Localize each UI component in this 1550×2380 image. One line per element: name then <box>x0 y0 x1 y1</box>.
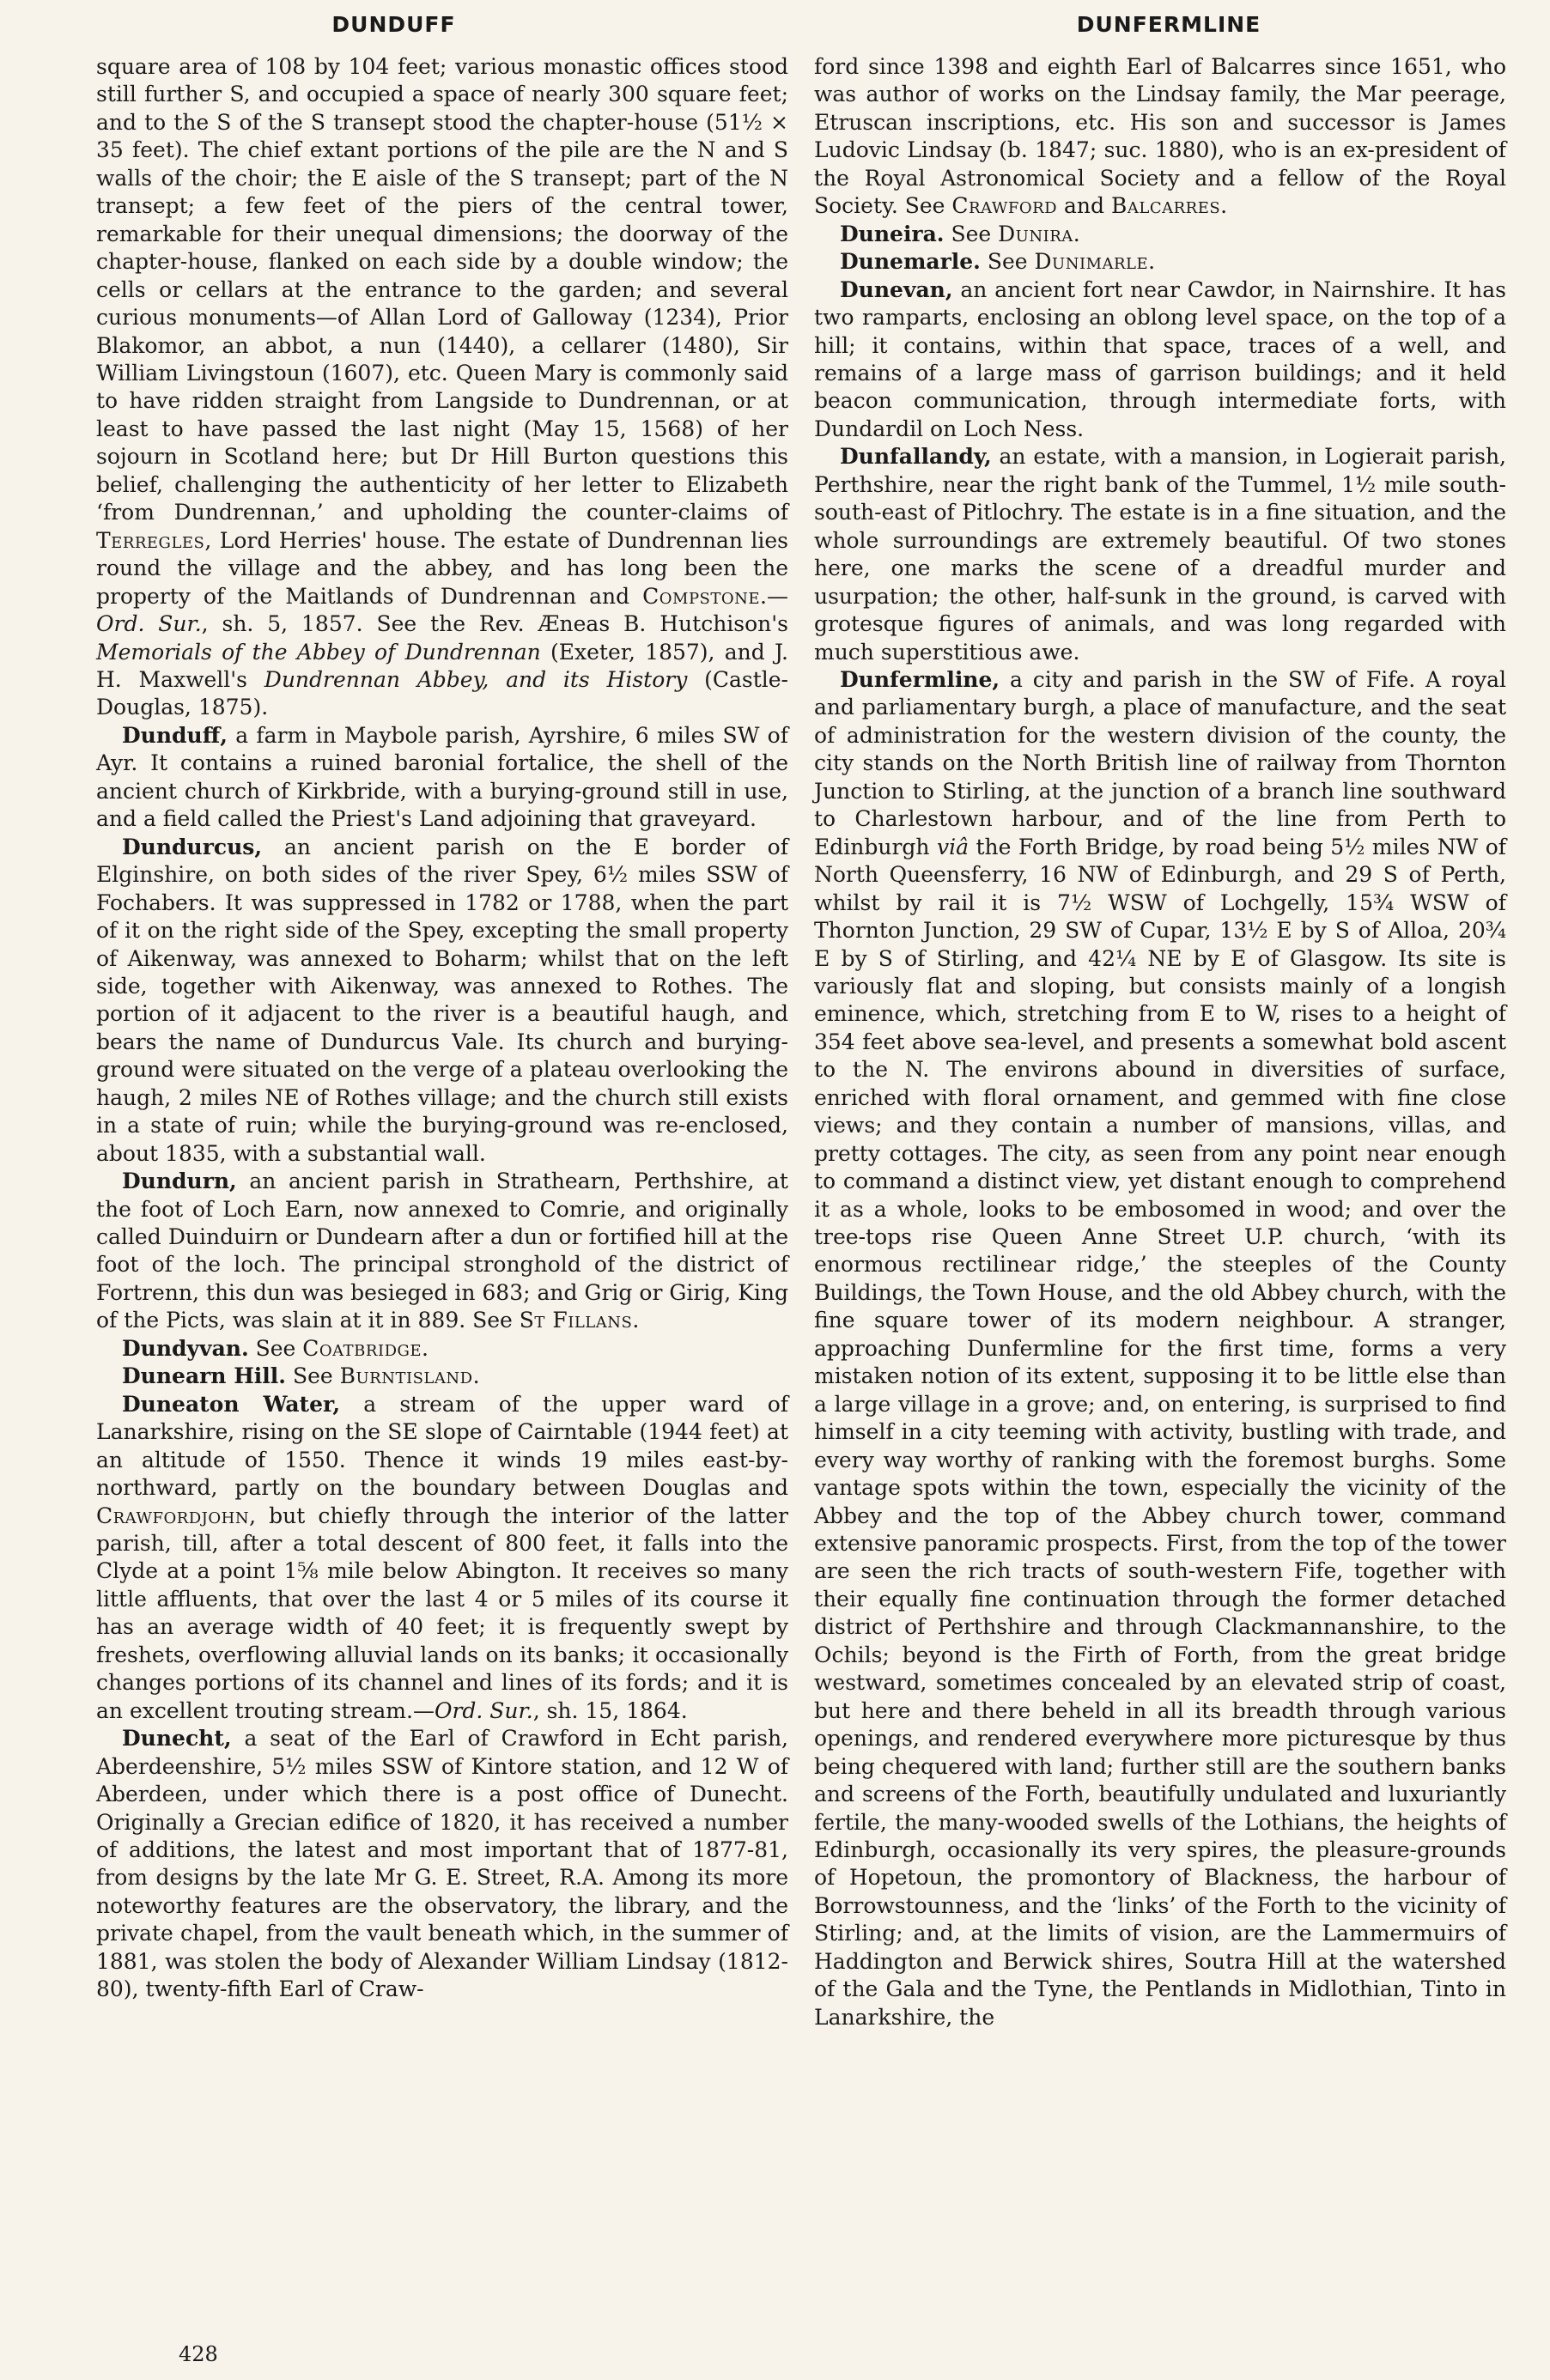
headword: Duneira. <box>840 221 945 246</box>
continued-paragraph: ford since 1398 and eighth Earl of Balcarres since 1651, who was author of works on the Lindsay family, the Mar peerage, Etruscan inscriptions, etc. His son and successor is James Ludovic Lindsay (b. 1847; suc. 1880), who is an ex-president of the Royal Astronomical Society and a fellow of the Royal Society. See Crawford and Balcarres. <box>814 54 1506 219</box>
cross-reference: Crawfordjohn <box>96 1503 250 1528</box>
entry-dunearn-hill: Dunearn Hill. See Burntisland. <box>122 1363 480 1389</box>
headword: Dunemarle. <box>840 249 981 275</box>
headword: Dunevan, <box>840 276 953 302</box>
cross-reference: Coatbridge <box>302 1335 422 1361</box>
entry-dundyvan: Dundyvan. See Coatbridge. <box>122 1335 429 1361</box>
headword: Dundurcus, <box>122 834 263 859</box>
running-head-right: DUNFERMLINE <box>1076 12 1261 37</box>
citation: Ord. Sur. <box>434 1697 533 1723</box>
entry-dunduff: Dunduff, a farm in Maybole parish, Ayrshire, 6 miles SW of Ayr. It contains a ruined baronial fortalice, the shell of the ancient church of Kirkbride, with a burying-ground still in use, and a field called the Priest's Land adjoining that graveyard. <box>96 722 788 832</box>
cross-reference: Dunimarle <box>1034 249 1149 275</box>
headword: Dundurn, <box>122 1169 237 1194</box>
entry-dunecht: Dunecht, a seat of the Earl of Crawford in Echt parish, Aberdeenshire, 5½ miles SSW of Kintore station, and 12 W of Aberdeen, under which there is a post office of Dunecht. Originally a Grecian edifice of 1820, it has received a number of additions, the latest and most important that of 1877-81, from designs by the late Mr G. E. Street, R.A. Among its more noteworthy features are the observatory, the library, and the private chapel, from the vault beneath which, in the summer of 1881, was stolen the body of Alexander William Lindsay (1812-80), twenty-fifth Earl of Craw- <box>96 1726 788 2002</box>
entry-dunevan: Dunevan, an ancient fort near Cawdor, in Nairnshire. It has two ramparts, enclosing an oblong level space, on the top of a hill; it contains, within that space, traces of a well, and remains of a large mass of garrison buildings; and it held beacon communication, through intermediate forts, with Dundardil on Loch Ness. <box>814 276 1507 441</box>
headword: Dunduff, <box>122 722 228 748</box>
right-column <box>814 53 1506 2031</box>
headword: Dunearn Hill. <box>122 1363 287 1389</box>
entry-dunfallandy: Dunfallandy, an estate, with a mansion, in Logierait parish, Perthshire, near the right bank of the Tummel, 1½ mile south-south-east of Pitlochry. The estate is in a fine situation, and the whole surroundings are extremely beautiful. Of two stones here, one marks the scene of a dreadful murder and usurpation; the other, half-sunk in the ground, is carved with grotesque figures of animals, and was long regarded with much superstitious awe. <box>814 444 1506 665</box>
running-head-left: DUNDUFF <box>331 12 456 37</box>
entry-dunfermline: Dunfermline, a city and parish in the SW of Fife. A royal and parliamentary burgh, a place of manufacture, and the seat of administration for the western division of the county, the city stands on the North British line of railway from Thornton Junction to Stirling, at the junction of a branch line southward to Charlestown harbour, and of the line from Perth to Edinburgh viâ the Forth Bridge, by road being 5½ miles NW of North Queensferry, 16 NW of Edinburgh, and 29 S of Perth, whilst by rail it is 7½ WSW of Lochgelly, 15¾ WSW of Thornton Junction, 29 SW of Cupar, 13½ E by S of Alloa, 20¾ E by S of Stirling, and 42¼ NE by E of Glasgow. Its site is variously flat and sloping, but consists mainly of a longish eminence, which, stretching from E to W, rises to a height of 354 feet above sea-level, and presents a somewhat bold ascent to the N. The environs abound in diversities of surface, enriched with floral ornament, and gemmed with fine close views; and they contain a number of mansions, villas, and pretty cottages. The city, as seen from any point near enough to command a distinct view, yet distant enough to comprehend it as a whole, looks to be embosomed in wood; and over the tree-tops rise Queen Anne Street U.P. church, ‘with its enormous rectilinear ridge,’ the steeples of the County Buildings, the Town House, and the old Abbey church, with the fine square tower of its modern neighbour. A stranger, approaching Dunfermline for the first time, forms a very mistaken notion of its extent, supposing it to be little else than a large village in a grove; and, on entering, is surprised to find himself in a city teeming with activity, bustling with trade, and every way worthy of ranking with the foremost burghs. Some vantage spots within the town, especially the vicinity of the Abbey and the top of the Abbey church tower, command extensive panoramic prospects. First, from the top of the tower are seen the rich tracts of south-western Fife, together with their equally fine continuation through the former detached district of Perthshire and through Clackmannanshire, to the Ochils; beyond is the Firth of Forth, from the great bridge westward, sometimes concealed by an elevated strip of coast, but here and there beheld in all its breadth through various openings, and rendered everywhere more picturesque by thus being chequered with land; further still are the southern banks and screens of the Forth, beautifully undulated and luxuriantly fertile, the many-wooded swells of the Lothians, the heights of Edinburgh, occasionally its very spires, the pleasure-grounds of Hopetoun, the promontory of Blackness, the harbour of Borrowstounness, and the ‘links’ of the Forth to the vicinity of Stirling; and, at the limits of vision, are the Lammermuirs of Haddington and Berwick shires, Soutra Hill at the watershed of the Gala and the Tyne, the Pentlands in Midlothian, Tinto in Lanarkshire, the <box>814 666 1507 2030</box>
entry-duneaton-water: Duneaton Water, a stream of the upper ward of Lanarkshire, rising on the SE slope of Cairntable (1944 feet) at an altitude of 1550. Thence it winds 19 miles east-by-northward, partly on the boundary between Douglas and Crawfordjohn, but chiefly through the interior of the latter parish, till, after a total descent of 800 feet, it falls into the Clyde at a point 1⅝ mile below Abington. It receives so many little affluents, that over the last 4 or 5 miles of its course it has an average width of 40 feet; it is frequently swept by freshets, overflowing alluvial lands on its banks; it occasionally changes portions of its channel and lines of its fords; and it is an excellent trouting stream.—Ord. Sur., sh. 15, 1864. <box>96 1391 789 1723</box>
book-title: Memorials of the Abbey of Dundrennan <box>96 639 541 665</box>
headword: Dunfallandy, <box>840 444 992 470</box>
cross-reference: Balcarres <box>1111 193 1221 219</box>
cross-reference: Terregles <box>96 527 205 553</box>
headword: Dundyvan. <box>122 1335 249 1361</box>
entry-dunemarle: Dunemarle. See Dunimarle. <box>840 249 1156 275</box>
entry-dundurcus: Dundurcus, an ancient parish on the E border of Elginshire, on both sides of the river Spey, 6½ miles SSW of Fochabers. It was suppressed in 1782 or 1788, when the part of it on the right side of the Spey, excepting the small property of Aikenway, was annexed to Boharm; whilst that on the left side, together with Aikenway, was annexed to Rothes. The portion of it adjacent to the river is a beautiful haugh, and bears the name of Dundurcus Vale. Its church and burying-ground were situated on the verge of a plateau overlooking the haugh, 2 miles NE of Rothes village; and the church still exists in a state of ruin; while the burying-ground was re-enclosed, about 1835, with a substantial wall. <box>96 834 788 1166</box>
headword: Duneaton Water, <box>122 1391 341 1417</box>
cross-reference: Compstone <box>642 583 761 609</box>
continued-paragraph: square area of 108 by 104 feet; various monastic offices stood still further S, and occupied a space of nearly 300 square feet; and to the S of the S transept stood the chapter-house (51½ × 35 feet). The chief extant portions of the pile are the N and S walls of the choir; the E aisle of the S transept; part of the N transept; a few feet of the piers of the central tower, remarkable for their unequal dimensions; the doorway of the chapter-house, flanked on each side by a double window; the cells or cellars at the entrance to the garden; and several curious monuments—of Allan Lord of Galloway (1234), Prior Blakomor, an abbot, a nun (1440), a cellarer (1480), Sir William Livingstoun (1607), etc. Queen Mary is commonly said to have ridden straight from Langside to Dundrennan, or at least to have passed the last night (May 15, 1568) of her sojourn in Scotland here; but Dr Hill Burton questions this belief, challenging the authenticity of her letter to Elizabeth ‘from Dundrennan,’ and upholding the counter-claims of Terregles, Lord Herries' house. The estate of Dundrennan lies round the village and the abbey, and has long been the property of the Maitlands of Dundrennan and Compstone.—Ord. Sur., sh. 5, 1857. See the Rev. Æneas B. Hutchison's Memorials of the Abbey of Dundrennan (Exeter, 1857), and J. H. Maxwell's Dundrennan Abbey, and its History (Castle-Douglas, 1875). <box>96 54 789 720</box>
book-title: Dundrennan Abbey, and its History <box>264 666 688 692</box>
page-number: 428 <box>179 2342 218 2366</box>
entry-dundurn: Dundurn, an ancient parish in Strathearn, Perthshire, at the foot of Loch Earn, now annexed to Comrie, and originally called Duinduirn or Dundearn after a dun or fortified hill at the foot of the loch. The principal stronghold of the district of Fortrenn, this dun was besieged in 683; and Grig or Girig, King of the Picts, was slain at it in 889. See St Fillans. <box>96 1169 788 1333</box>
entry-duneira: Duneira. See Dunira. <box>840 221 1080 246</box>
citation: Ord. Sur. <box>96 611 202 637</box>
cross-reference: St Fillans <box>519 1308 633 1333</box>
cross-reference: Burntisland <box>339 1363 473 1389</box>
headword: Dunecht, <box>122 1726 232 1752</box>
cross-reference: Dunira <box>998 221 1073 246</box>
left-column <box>96 53 788 2004</box>
cross-reference: Crawford <box>951 193 1058 219</box>
headword: Dunfermline, <box>840 666 1000 692</box>
